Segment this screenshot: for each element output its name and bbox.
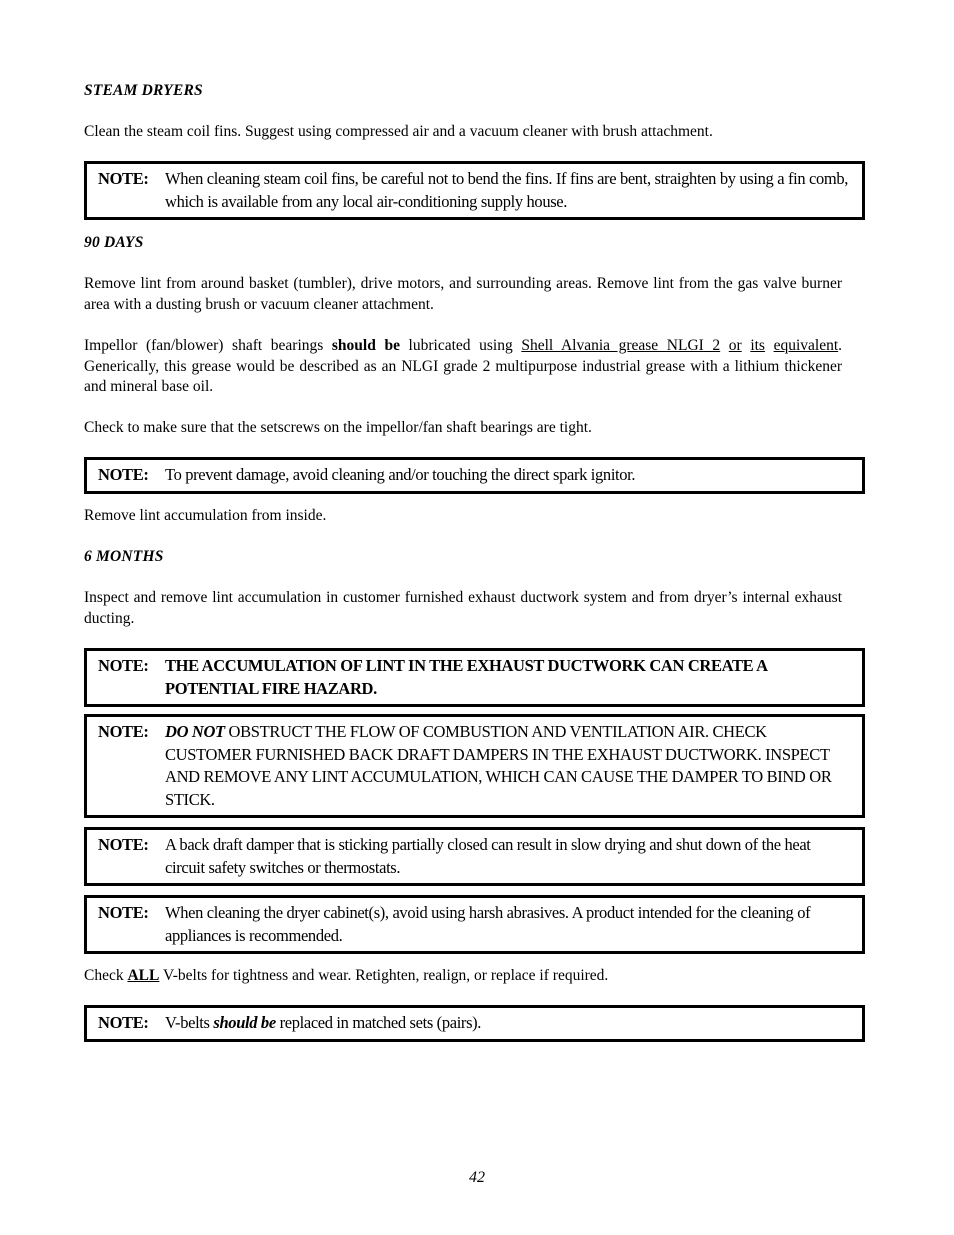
ninety-days-paragraph-inside: Remove lint accumulation from inside. [84, 507, 327, 524]
note-box-fire-hazard [84, 648, 865, 707]
note-label: NOTE: [98, 722, 149, 741]
note-text: When cleaning the dryer cabinet(s), avoid using harsh abrasives. A product intended for the cleaning of appliances is recommended. [165, 903, 811, 945]
text-run [720, 337, 729, 354]
ninety-days-paragraph-lint: Remove lint from around basket (tumbler), drive motors, and surrounding areas. Remove lint from the gas valve burner area with a dusting brush or vacuum cleaner attachment. [84, 275, 842, 313]
note-text [165, 1012, 850, 1035]
text-run: . Generically, this grease would be described as an NLGI grade 2 multipurpose industrial grease with a lithium thickener and mineral base oil. [84, 337, 843, 395]
note-text: THE ACCUMULATION OF LINT IN THE EXHAUST DUCTWORK CAN CREATE A POTENTIAL FIRE HAZARD. [165, 656, 767, 698]
note-label: NOTE: [98, 903, 149, 922]
note-label: NOTE: [98, 169, 149, 188]
note-box-v-belts [84, 1005, 865, 1042]
note-box-back-draft-damper [84, 827, 865, 886]
note-text: A back draft damper that is sticking partially closed can result in slow drying and shut down of the heat circuit safety switches or thermostats. [165, 835, 811, 877]
section-heading-90-days: 90 DAYS [84, 234, 144, 251]
page-number: 42 [469, 1169, 485, 1186]
six-months-paragraph-ductwork: Inspect and remove lint accumulation in customer furnished exhaust ductwork system and from dryer’s internal exhaust ducting. [84, 589, 842, 627]
text-run: lubricated using [399, 337, 522, 354]
note-text: To prevent damage, avoid cleaning and/or touching the direct spark ignitor. [165, 465, 636, 484]
note-box-steam-coil-fins [84, 161, 865, 220]
ninety-days-paragraph-bearings [84, 336, 842, 398]
six-months-paragraph-v-belts [84, 966, 842, 987]
note-label: NOTE: [98, 1013, 149, 1032]
section-heading-steam-dryers: STEAM DRYERS [84, 82, 203, 99]
note-box-cabinet-cleaning [84, 895, 865, 954]
underlined-equivalent: equivalent [773, 337, 839, 354]
emphasis-do-not: DO NOT [165, 722, 225, 741]
text-run: replaced in matched sets (pairs). [275, 1013, 482, 1032]
note-box-combustion-air [84, 714, 865, 818]
note-label: NOTE: [98, 465, 149, 484]
text-run: Impellor (fan/blower) shaft bearings [84, 337, 332, 354]
section-heading-6-months: 6 MONTHS [84, 548, 164, 565]
note-label: NOTE: [98, 835, 149, 854]
emphasis-all: ALL [127, 967, 160, 984]
underlined-or: or [728, 337, 742, 354]
underlined-its: its [750, 337, 765, 354]
note-label: NOTE: [98, 656, 149, 675]
text-run: Check [84, 967, 128, 984]
text-run: OBSTRUCT THE FLOW OF COMBUSTION AND VENTILATION AIR. CHECK CUSTOMER FURNISHED BACK DRAFT DAMPERS IN THE EXHAUST DUCTWORK. INSPECT AND REMOVE ANY LINT ACCUMULATION, WHICH CAN CAUSE THE DAMPER TO BIND OR STICK. [165, 722, 832, 809]
grease-name: Shell Alvania grease NLGI 2 [521, 337, 721, 354]
note-box-spark-ignitor [84, 457, 865, 494]
steam-dryers-paragraph: Clean the steam coil fins. Suggest using compressed air and a vacuum cleaner with brush attachment. [84, 123, 713, 140]
emphasis-should-be: should be [331, 337, 400, 354]
emphasis-should-be: should be [213, 1013, 276, 1032]
note-text: When cleaning steam coil fins, be careful not to bend the fins. If fins are bent, straighten by using a fin comb, which is available from any local air-conditioning supply house. [165, 169, 849, 211]
note-text [165, 721, 850, 811]
text-run [765, 337, 774, 354]
ninety-days-paragraph-setscrews: Check to make sure that the setscrews on the impellor/fan shaft bearings are tight. [84, 419, 592, 436]
text-run: V-belts for tightness and wear. Retighten, realign, or replace if required. [159, 967, 609, 984]
text-run: V-belts [165, 1013, 214, 1032]
